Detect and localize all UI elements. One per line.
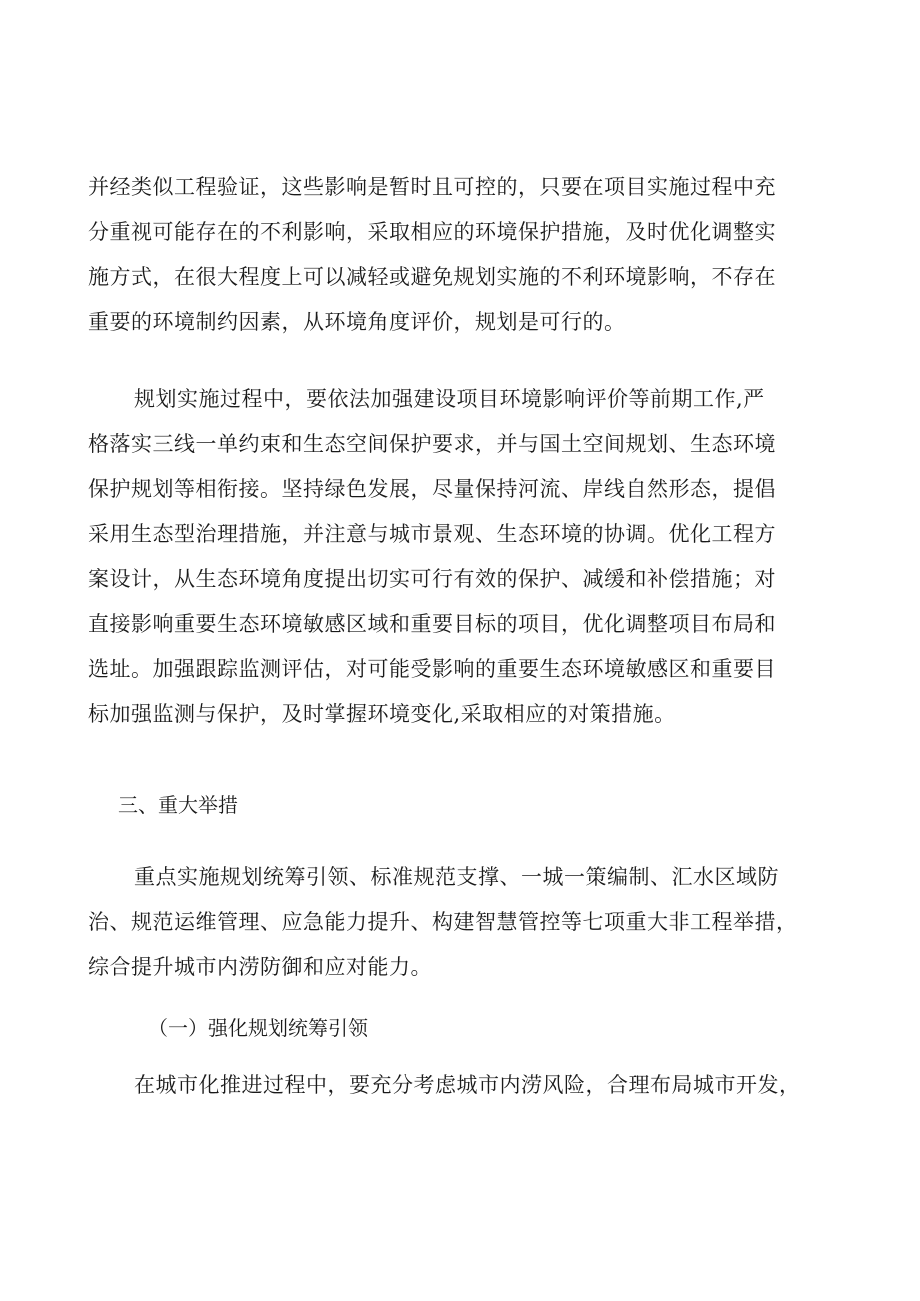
paragraph-1-line-4: 重要的环境制约因素，从环境角度评价，规划是可行的。: [88, 310, 626, 334]
subsection-heading: （一）强化规划统筹引领: [148, 1016, 368, 1040]
paragraph-2-line-1: 规划实施过程中，要依法加强建设项目环境影响评价等前期工作,严: [134, 387, 765, 411]
paragraph-2-line-4: 采用生态型治理措施，并注意与城市景观、生态环境的协调。优化工程方: [88, 522, 776, 546]
paragraph-3-line-3: 综合提升城市内涝防御和应对能力。: [88, 955, 432, 979]
paragraph-1-line-1: 并经类似工程验证，这些影响是暂时且可控的，只要在项目实施过程中充: [88, 175, 776, 199]
paragraph-2-line-3: 保护规划等相衔接。坚持绿色发展，尽量保持河流、岸线自然形态，提倡: [88, 477, 776, 501]
paragraph-2-line-5: 案设计，从生态环境角度提出切实可行有效的保护、减缓和补偿措施；对: [88, 567, 776, 591]
section-heading: 三、重大举措: [118, 793, 238, 817]
paragraph-2-line-2: 格落实三线一单约束和生态空间保护要求，并与国土空间规划、生态环境: [88, 432, 776, 456]
paragraph-3-line-2: 治、规范运维管理、应急能力提升、构建智慧管控等七项重大非工程举措，: [88, 910, 798, 934]
paragraph-1-line-3: 施方式，在很大程度上可以减轻或避免规划实施的不利环境影响，不存在: [88, 265, 776, 289]
paragraph-1-line-2: 分重视可能存在的不利影响，采取相应的环境保护措施，及时优化调整实: [88, 220, 776, 244]
paragraph-2-line-7: 选址。加强跟踪监测评估，对可能受影响的重要生态环境敏感区和重要目: [88, 657, 776, 681]
paragraph-2-line-8: 标加强监测与保护，及时掌握环境变化,采取相应的对策措施。: [88, 702, 676, 726]
paragraph-4-line-1: 在城市化推进过程中，要充分考虑城市内涝风险，合理布局城市开发，: [134, 1073, 801, 1097]
paragraph-2-line-6: 直接影响重要生态环境敏感区域和重要目标的项目，优化调整项目布局和: [88, 612, 776, 636]
paragraph-3-line-1: 重点实施规划统筹引领、标准规范支撑、一城一策编制、汇水区域防: [134, 865, 779, 889]
